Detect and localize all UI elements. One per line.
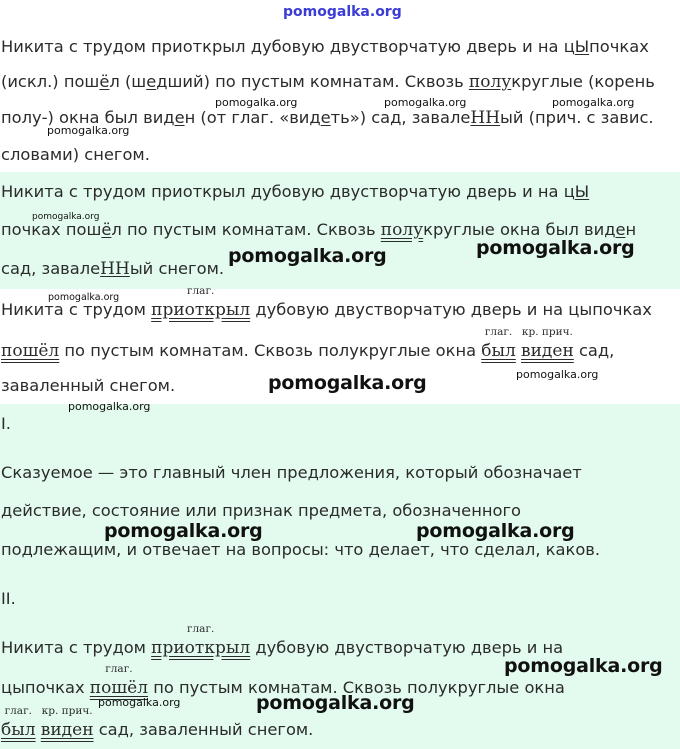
section-1-line-1: Сказуемое — это главный член предложения, который обозначает (1, 463, 582, 482)
section-2-number: II. (1, 589, 16, 608)
watermark: pomogalka.org (268, 372, 427, 394)
part-of-speech-tag: глаг. (4, 705, 32, 717)
spelling-highlight: е (320, 108, 331, 127)
p1-line-1: Никита с трудом приоткрыл дубовую двустворчатую дверь и на цЫпочках (1, 37, 649, 56)
p2-line-1: Никита с трудом приоткрыл дубовую двустворчатую дверь и на цЫ (1, 182, 590, 201)
watermark: pomogalka.org (215, 96, 298, 109)
predicate-verb: глаг. приоткрыл (151, 623, 251, 658)
watermark: pomogalka.org (516, 368, 599, 381)
root-highlight: полу (468, 72, 512, 92)
part-of-speech-tag: кр. прич. (521, 326, 573, 338)
watermark: pomogalka.org (476, 237, 635, 259)
watermark: pomogalka.org (256, 692, 415, 714)
watermark: pomogalka.org (98, 696, 181, 709)
watermark: pomogalka.org (384, 96, 467, 109)
predicate-verb: пошёл (1, 341, 60, 361)
spelling-highlight: Ы (574, 37, 590, 56)
watermark: pomogalka.org (552, 96, 635, 109)
section-1-number: I. (1, 414, 11, 433)
part-of-speech-tag: глаг. (187, 285, 215, 297)
predicate-byl: глаг. был (1, 705, 36, 740)
watermark: pomogalka.org (68, 400, 151, 413)
predicate-verb: глаг. приоткрыл (151, 285, 251, 320)
section-2-line-2: цыпочках глаг. пошёл по пустым комнатам. Сквозь полукруглые окна (1, 663, 565, 698)
spelling-highlight: НН (100, 259, 130, 279)
header-watermark: pomogalka.org (283, 4, 402, 20)
spelling-highlight: ё (99, 72, 110, 91)
root-highlight: полу (380, 220, 424, 240)
p2-line-2: почках пошёл по пустым комнатам. Сквозь полукруглые окна был виден (1, 220, 637, 240)
watermark: pomogalka.org (104, 520, 263, 542)
watermark: pomogalka.org (416, 520, 575, 542)
p1-line-4: словами) снегом. (1, 145, 150, 164)
predicate-viden: кр. прич. виден (40, 705, 94, 740)
part-of-speech-tag: кр. прич. (41, 705, 93, 717)
watermark: pomogalka.org (47, 124, 130, 137)
watermark: pomogalka.org (32, 212, 100, 222)
watermark: pomogalka.org (228, 245, 387, 267)
part-of-speech-tag: глаг. (484, 326, 513, 338)
spelling-highlight: е (146, 72, 157, 91)
p3-line-2: пошёл по пустым комнатам. Сквозь полукруглые окна глаг. был кр. прич. виден сад, (1, 326, 615, 361)
p3-line-1: Никита с трудом глаг. приоткрыл дубовую двустворчатую дверь и на цыпочках (1, 285, 652, 320)
section-2-line-1: Никита с трудом глаг. приоткрыл дубовую двустворчатую дверь и на (1, 623, 564, 658)
predicate-viden: кр. прич. виден (521, 326, 574, 361)
watermark: pomogalka.org (504, 655, 663, 677)
spelling-highlight: НН (470, 108, 501, 128)
p2-line-3: сад, завалеННый снегом. (1, 259, 225, 279)
p1-line-2: (искл.) пошёл (шедший) по пустым комнатам. Сквозь полукруглые (корень (1, 72, 655, 92)
part-of-speech-tag: глаг. (187, 623, 215, 635)
spelling-highlight: е (615, 220, 626, 239)
section-1-line-2: действие, состояние или признак предмета, обозначенного (1, 501, 521, 520)
section-2-line-3: глаг. был кр. прич. виден сад, заваленный снегом. (1, 705, 314, 740)
spelling-highlight: е (174, 108, 185, 127)
p3-line-3: заваленный снегом. (1, 376, 176, 395)
p1-line-3: полу-) окна был виден (от глаг. «видеть») сад, завалеННый (прич. с завис. (1, 108, 654, 128)
section-1-line-3: подлежащим, и отвечает на вопросы: что делает, что сделал, каков. (1, 540, 601, 559)
part-of-speech-tag: глаг. (105, 663, 133, 675)
spelling-highlight: ё (101, 220, 112, 239)
predicate-byl: глаг. был (481, 326, 516, 361)
predicate-verb: глаг. пошёл (89, 663, 149, 698)
spelling-highlight: Ы (574, 182, 590, 201)
watermark: pomogalka.org (48, 292, 120, 303)
